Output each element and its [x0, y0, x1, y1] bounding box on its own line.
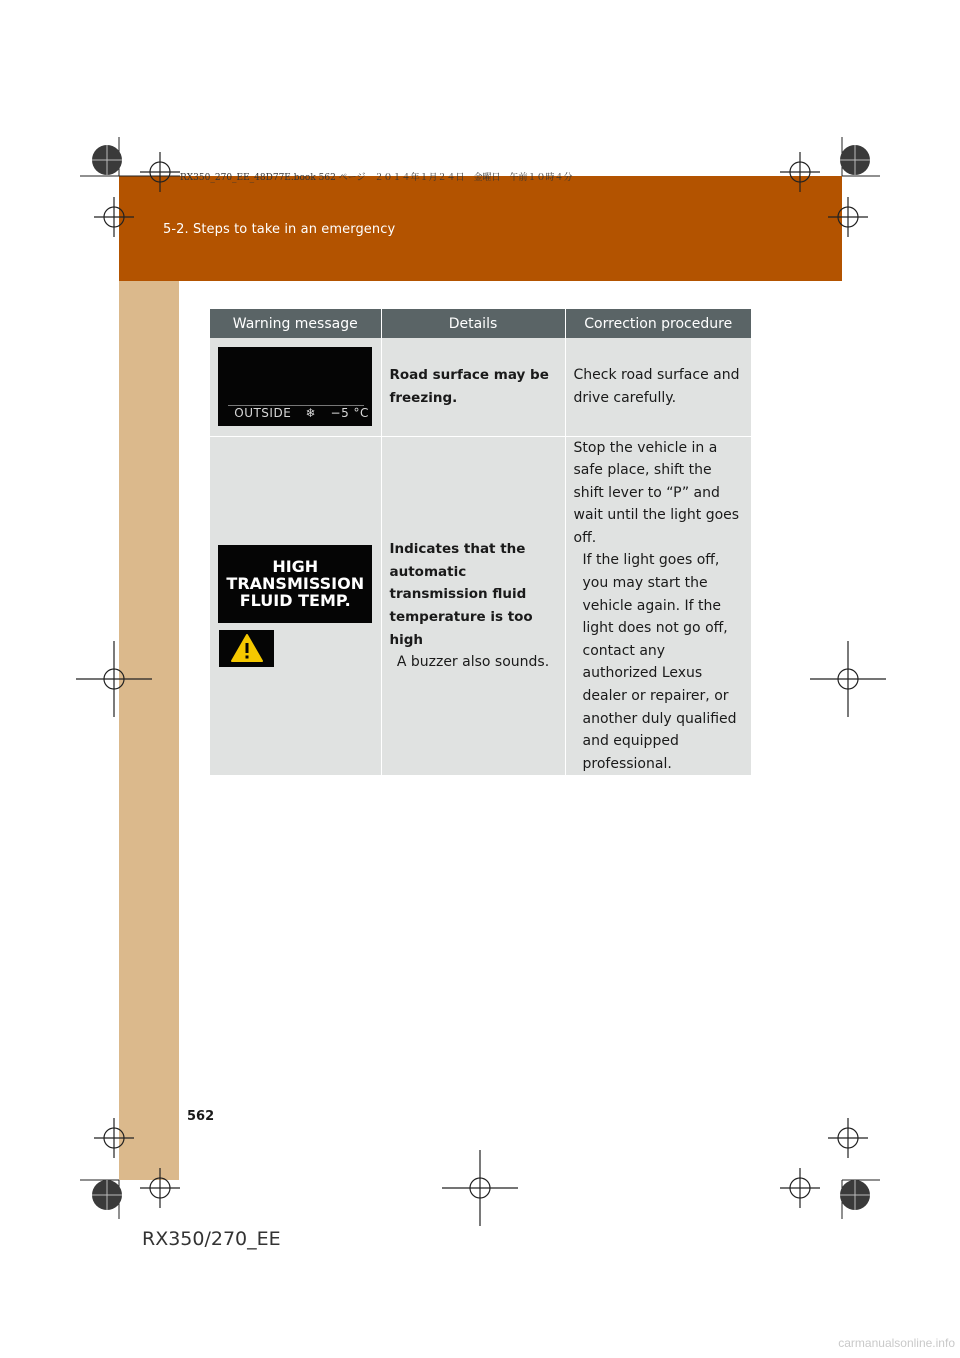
transmission-fluid-display: HIGH TRANSMISSION FLUID TEMP. — [218, 545, 372, 623]
header-details: Details — [381, 309, 565, 338]
snowflake-icon: ❄ — [305, 405, 317, 420]
master-warning-triangle-icon — [219, 630, 274, 667]
header-correction-procedure: Correction procedure — [565, 309, 751, 338]
correction-intro-text: Stop the vehicle in a safe place, shift the shift lever to “P” and wait until the light goes off. — [573, 439, 740, 546]
correction-text: Check road surface and drive carefully. — [573, 367, 740, 406]
outside-label: OUTSIDE — [234, 405, 292, 420]
section-title: 5-2. Steps to take in an emergency — [163, 222, 396, 237]
details-cell — [381, 338, 565, 436]
warning-message-cell — [210, 436, 381, 776]
correction-cell — [565, 436, 751, 776]
print-header: RX350_270_EE_48D77E.book 562 ページ ２０１４年１月２４日 金曜日 午前１０時４分 — [180, 173, 573, 183]
correction-cell — [565, 338, 751, 436]
page-number: 562 — [187, 1109, 215, 1124]
warning-message-cell — [210, 338, 381, 436]
details-cell — [381, 436, 565, 776]
details-text: Road surface may be freezing. — [389, 367, 549, 406]
footer-model-code: RX350/270_EE — [142, 1228, 281, 1250]
correction-followup-text: If the light goes off, you may start the vehicle again. If the light does not go off, contact any authorized Lexus dealer or repairer, or another duly qualified and equipped professional. — [582, 552, 737, 772]
header-warning-message: Warning message — [210, 309, 381, 338]
table-row — [210, 338, 751, 436]
outside-temperature-value: −5 °C — [330, 405, 369, 420]
outside-temperature-display — [218, 347, 372, 426]
table-row — [210, 436, 751, 776]
warning-message-table — [210, 309, 751, 776]
details-text: Indicates that the automatic transmission fluid temperature is too high — [389, 541, 533, 648]
watermark: carmanualsonline.info — [838, 1336, 955, 1350]
buzzer-note: A buzzer also sounds. — [396, 654, 550, 671]
